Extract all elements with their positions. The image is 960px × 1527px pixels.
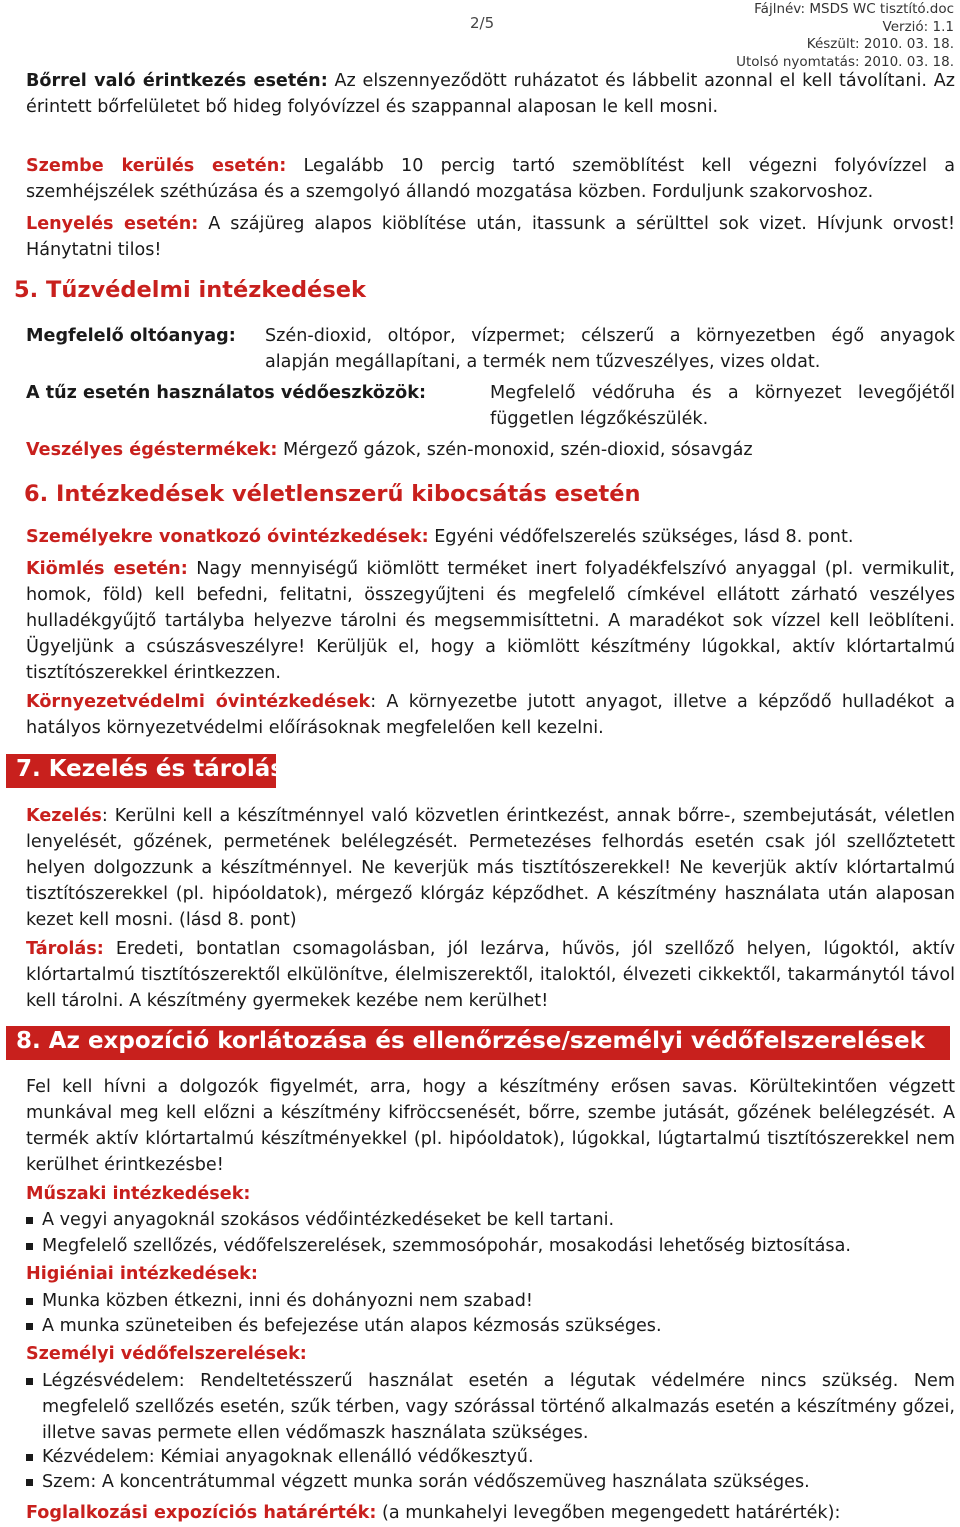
document-meta [736,1,954,71]
ingestion-label: Lenyelés esetén: [26,214,199,234]
handling-label: Kezelés [26,806,102,826]
bullet-square-icon [26,1243,33,1250]
page-number: 2/5 [470,14,495,32]
last-printed: Utolsó nyomtatás: 2010. 03. 18. [736,53,954,70]
environmental-precautions-paragraph [26,689,955,741]
bullet-square-icon [26,1378,33,1385]
skin-contact-label: Bőrrel való érintkezés esetén: [26,71,328,91]
bullet-square-icon [26,1479,33,1486]
personal-precautions-paragraph [26,524,955,550]
fire-ppe-text: Megfelelő védőruha és a környezet levegőjétől független légzőkészülék. [490,383,955,429]
personal-precautions-text: Egyéni védőfelszerelés szükséges, lásd 8. pont. [428,527,854,547]
fire-ppe-label: A tűz esetén használatos védőeszközök: [26,383,426,403]
ingestion-text: A szájüreg alapos kiöblítése után, itassunk a sérülttel sok vizet. Hívjunk orvost! Hánytatni tilos! [26,214,955,260]
exposure-limit-text: (a munkahelyi levegőben megengedett határérték): [376,1503,841,1523]
extinguishing-agent-text: Szén-dioxid, oltópor, vízpermet; célszerű a környezetben égő anyagok alapján megállapítani, a termék nem tűzveszélyes, vizes oldat. [265,326,955,372]
environmental-precautions-label: Környezetvédelmi óvintézkedések [26,692,371,712]
eye-contact-label: Szembe kerülés esetén: [26,156,287,176]
section-7-banner [6,754,284,788]
exposure-limit-label: Foglalkozási expozíciós határérték: [26,1503,377,1523]
created-date: Készült: 2010. 03. 18. [806,36,954,52]
handling-paragraph [26,803,955,933]
hazardous-combustion-paragraph [26,437,955,463]
personal-protective-equipment-label: Személyi védőfelszerelések: [26,1344,307,1364]
skin-contact-paragraph [26,68,955,120]
list-item: Légzésvédelem: Rendeltetésszerű használat esetén a légutak védelmére nincs szükség. Nem megfelelő szellőzés esetén, szűk térben, vagy szórással történő alkalmazás esetén a készítmény gőzei, illetve savas permete ellen védőmaszk használata szükséges. [26,1368,955,1446]
eye-contact-paragraph [26,153,955,205]
list-item: Megfelelő szellőzés, védőfelszerelések, szemmosópohár, mosakodási lehetőség biztosítása. [26,1233,955,1259]
file-name: Fájlnév: MSDS WC tisztító.doc [754,1,954,17]
bullet-square-icon [26,1298,33,1305]
section-7-title: 7. Kezelés és tárolás [16,756,284,782]
bullet-square-icon [26,1454,33,1461]
skin-contact-text: Az elszennyeződött ruházatot és lábbelit azonnal el kell távolítani. Az érintett bőrfelületet bő hideg folyóvízzel és szappannal alaposan le kell mosni. [26,71,955,117]
exposure-limit-paragraph [26,1500,955,1526]
personal-precautions-label: Személyekre vonatkozó óvintézkedések: [26,527,429,547]
version: Verzió: 1.1 [882,18,954,35]
bullet-square-icon [26,1217,33,1224]
hygiene-measures-label: Higiéniai intézkedések: [26,1264,258,1284]
storage-text: Eredeti, bontatlan csomagolásban, jól lezárva, hűvös, jól szellőző helyen, lúgoktól, aktív klórtartalmú tisztítószerektől elkülönítve, élelmiszerektől, italoktól, élvezeti cikkektől, takarmánytól távol kell tárolni. A készítmény gyermekek kezébe nem kerülhet! [26,939,955,1011]
extinguishing-agent-label: Megfelelő oltóanyag: [26,326,236,346]
list-item: A vegyi anyagoknál szokásos védőintézkedéseket be kell tartani. [26,1207,955,1233]
spill-label: Kiömlés esetén: [26,559,188,579]
spill-paragraph [26,556,955,686]
hazardous-combustion-label: Veszélyes égéstermékek: [26,440,278,460]
section-6-title: 6. Intézkedések véletlenszerű kibocsátás esetén [24,481,641,507]
eye-contact-text: Legalább 10 percig tartó szemöblítést kell végezni folyóvízzel a szemhéjszélek széthúzása és a szemgolyó állandó mozgatása közben. Forduljunk szakorvoshoz. [26,156,955,202]
technical-measures-label: Műszaki intézkedések: [26,1184,251,1204]
exposure-intro-paragraph: Fel kell hívni a dolgozók figyelmét, arra, hogy a készítmény erősen savas. Körültekintően végzett munkával meg kell előzni a készítmény kifröccsenését, bőrre, szembe jutását, gőzének belélegzését. A termék aktív klórtartalmú készítményekkel (pl. hipóoldatok), lúgokkal, lúgtartalmú tisztítószerekkel nem kerülhet érintkezésbe! [26,1077,955,1175]
storage-paragraph [26,936,955,1014]
list-item: Munka közben étkezni, inni és dohányozni nem szabad! [26,1288,955,1314]
handling-text: : Kerülni kell a készítménnyel való közvetlen érintkezést, annak bőrre-, szembejutását, véletlen lenyelését, gőzének, permetének belélegzését. Permetezéses felhordás esetén csak jól szellőztetett helyen dolgozzunk a készítménnyel. Ne keverjük más tisztítószerekkel! Ne keverjük aktív klórtartalmú tisztítószerekkel (pl. hipóoldatok), mérgező klórgáz képződhet. A készítmény használata után alaposan kezet kell mosni. (lásd 8. pont) [26,806,955,930]
ingestion-paragraph [26,211,955,263]
bullet-square-icon [26,1323,33,1330]
section-8-title: 8. Az expozíció korlátozása és ellenőrzése/személyi védőfelszerelések [16,1028,925,1054]
storage-label: Tárolás: [26,939,104,959]
list-item: Szem: A koncentrátummal végzett munka során védőszemüveg használata szükséges. [26,1469,955,1495]
section-5-title: 5. Tűzvédelmi intézkedések [14,277,366,303]
hazardous-combustion-text: Mérgező gázok, szén-monoxid, szén-dioxid, sósavgáz [277,440,753,460]
spill-text: Nagy mennyiségű kiömlött terméket inert folyadékfelszívó anyaggal (pl. vermikulit, homok, föld) kell befedni, felitatni, összegyűjteni és megfelelő címkével ellátott zárható veszélyes hulladékgyűjtő tartályba helyezve tárolni és megsemmisíttetni. A maradékot sok vízzel kell leöblíteni. Ügyeljünk a csúszásveszélyre! Kerüljük el, hogy a kiömlött készítmény lúgokkal, aktív klórtartalmú tisztítószerekkel érintkezzen. [26,559,956,683]
section-8-banner [6,1026,950,1060]
environmental-precautions-text: : A környezetbe jutott anyagot, illetve a képződő hulladékot a hatályos környezetvédelmi előírásoknak megfelelően kell kezelni. [26,692,955,738]
list-item: Kézvédelem: Kémiai anyagoknak ellenálló védőkesztyű. [26,1444,955,1470]
list-item: A munka szüneteiben és befejezése után alapos kézmosás szükséges. [26,1313,955,1339]
